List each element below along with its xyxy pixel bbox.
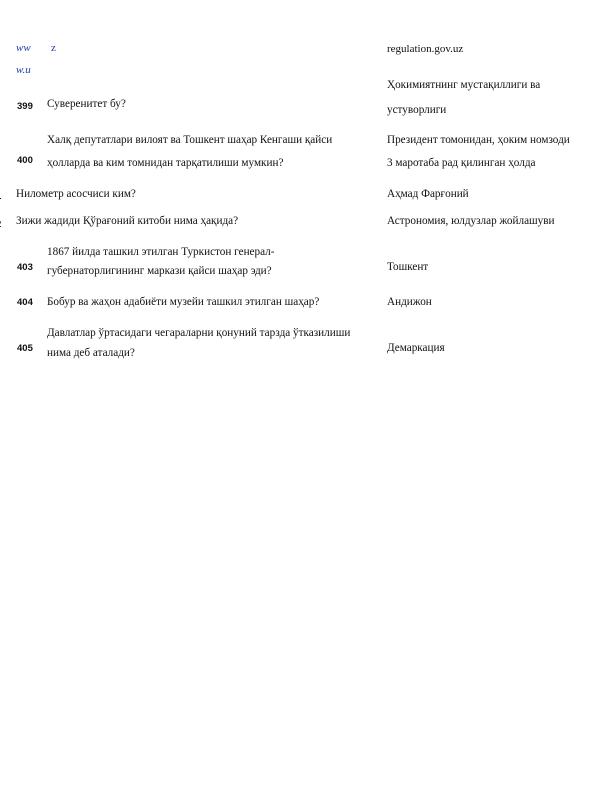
row-number: 403 [17, 262, 33, 273]
answer-text: Аҳмад Фарғоний [387, 188, 469, 200]
row-number: 405 [17, 343, 33, 354]
answer-text: Президент томонидан, ҳоким номзоди [387, 134, 570, 146]
header-right-link: regulation.gov.uz [387, 43, 464, 55]
question-text: Халқ депутатлари вилоят ва Тошкент шаҳар Кенгаши қайси [47, 134, 333, 146]
header-link-part3[interactable]: w.u [16, 64, 31, 76]
question-text: ҳолларда ва ким томнидан тарқатилиши мумкин? [47, 157, 284, 169]
row-number: 404 [17, 297, 33, 308]
question-text: Бобур ва жаҳон адабиёти музейи ташкил этилган шаҳар? [47, 296, 320, 308]
question-text: губернаторлигининг маркази қайси шаҳар эди? [47, 265, 272, 277]
answer-text: Андижон [387, 296, 432, 308]
question-text: Зижи жадиди Қўрағоний китоби нима ҳақида? [16, 215, 239, 227]
question-text: Нилометр асосчиси ким? [16, 188, 136, 200]
answer-text: устуворлиги [387, 104, 447, 116]
row-number: 400 [17, 155, 33, 166]
answer-text: Демаркация [387, 342, 445, 354]
question-text: нима деб аталади? [47, 347, 135, 359]
row-number [0, 219, 1, 230]
answer-text: Астрономия, юлдузлар жойлашуви [387, 215, 555, 227]
question-text: Суверенитет бу? [47, 98, 126, 110]
answer-text: Тошкент [387, 261, 429, 273]
header-link-part1[interactable]: ww [16, 42, 31, 54]
answer-text: 3 маротаба рад қилинган ҳолда [387, 157, 536, 169]
question-text: Давлатлар ўртасидаги чегараларни қонуний тарзда ўтказилиши [47, 327, 351, 339]
question-text: 1867 йилда ташкил этилган Туркистон генерал- [47, 246, 275, 258]
row-number [0, 191, 1, 202]
header-link-part2[interactable]: z [51, 42, 56, 54]
answer-text: Ҳокимиятнинг мустақиллиги ва [387, 79, 541, 91]
row-number: 399 [17, 101, 33, 112]
